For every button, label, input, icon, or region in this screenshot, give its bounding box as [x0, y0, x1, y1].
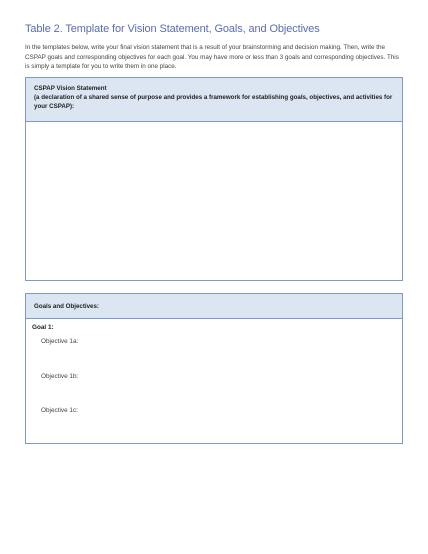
objective-1b-label: Objective 1b:: [41, 373, 79, 380]
vision-statement-header: [26, 78, 402, 122]
goals-objectives-header: Goals and Objectives:: [26, 294, 402, 319]
objective-1a-label: Objective 1a:: [41, 338, 79, 345]
vision-statement-writing-area[interactable]: [26, 122, 402, 280]
vision-statement-heading: CSPAP Vision Statement: [34, 85, 107, 92]
vision-statement-description: (a declaration of a shared sense of purpose and provides a framework for establishing goals, objectives, and activities for your CSPAP):: [34, 94, 393, 110]
goal-1-label: Goal 1:: [32, 324, 54, 331]
intro-paragraph: In the templates below, write your final vision statement that is a result of your brainstorming and decision making. Then, write the CSPAP goals and corresponding objectives for each goal. You may have more or less than 3 goals and corresponding objectives. This is simply a template for you to write them in one place.: [25, 44, 399, 71]
document-title: Table 2. Template for Vision Statement, Goals, and Objectives: [25, 23, 320, 35]
vision-statement-table: [25, 77, 403, 281]
goals-objectives-table: [25, 293, 403, 444]
objective-1c-label: Objective 1c:: [41, 407, 78, 414]
